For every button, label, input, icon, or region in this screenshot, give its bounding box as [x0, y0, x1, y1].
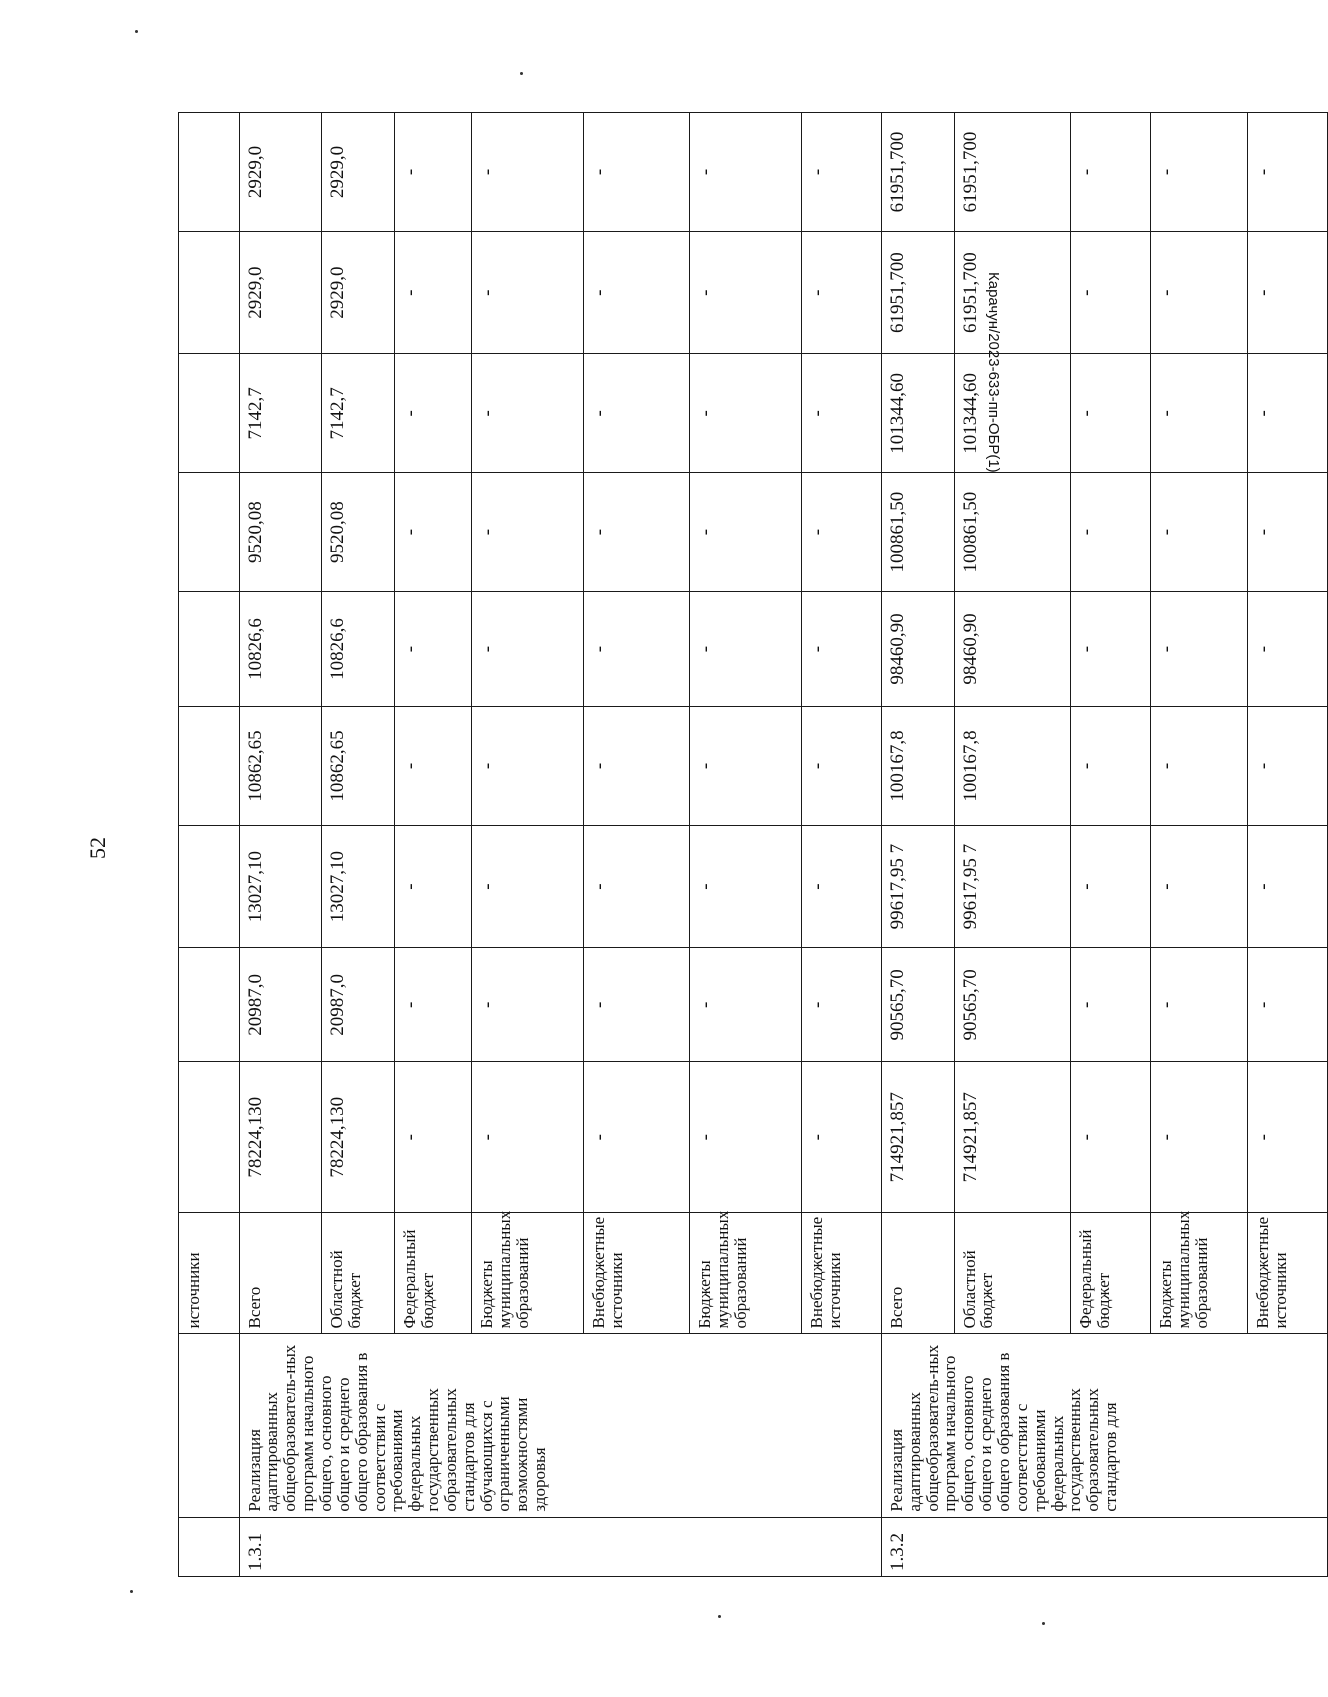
funding-value-cell: 20987,0 — [322, 948, 395, 1062]
header-empty-cell — [179, 825, 240, 948]
funding-value-cell: - — [801, 1062, 881, 1213]
funding-source-label: Областной бюджет — [322, 1213, 395, 1334]
funding-source-label: Всего — [881, 1213, 954, 1334]
funding-value-cell: 13027,10 — [239, 825, 321, 948]
funding-value-cell: - — [801, 231, 881, 354]
funding-value-cell: - — [1247, 825, 1327, 948]
funding-value-cell: - — [1150, 354, 1247, 473]
funding-source-label: Внебюджетные источники — [583, 1213, 690, 1334]
funding-value-cell: 99617,95 7 — [954, 825, 1070, 948]
funding-value-cell: - — [690, 1062, 802, 1213]
header-empty-cell — [179, 113, 240, 232]
funding-table — [178, 112, 1328, 1577]
funding-source-label: Бюджеты муниципальных образований — [472, 1213, 584, 1334]
header-empty-cell — [179, 707, 240, 826]
funding-value-cell: - — [583, 473, 690, 592]
row-index-cell: 1.3.1 — [239, 1517, 881, 1576]
funding-value-cell: - — [801, 113, 881, 232]
funding-value-cell: - — [472, 231, 584, 354]
funding-value-cell: - — [1070, 113, 1150, 232]
document-footer-id: Карачун/2023-633-пп-ОБР(1) — [985, 272, 1002, 473]
funding-value-cell: - — [801, 825, 881, 948]
header-empty-cell — [179, 354, 240, 473]
funding-source-label: Внебюджетные источники — [801, 1213, 881, 1334]
funding-value-cell: - — [1070, 354, 1150, 473]
funding-value-cell: - — [1150, 231, 1247, 354]
funding-table-wrapper — [178, 112, 1328, 1577]
funding-value-cell: - — [690, 707, 802, 826]
funding-value-cell: - — [1150, 113, 1247, 232]
funding-value-cell: - — [801, 707, 881, 826]
funding-value-cell: 98460,90 — [954, 592, 1070, 707]
funding-source-label: Внебюджетные источники — [1247, 1213, 1327, 1334]
row-index-cell: 1.3.2 — [881, 1517, 1327, 1576]
funding-value-cell: 90565,70 — [954, 948, 1070, 1062]
funding-value-cell: 61951,700 — [881, 231, 954, 354]
funding-value-cell: - — [1070, 707, 1150, 826]
funding-value-cell: - — [472, 707, 584, 826]
funding-value-cell: - — [1247, 948, 1327, 1062]
funding-value-cell: - — [690, 354, 802, 473]
funding-value-cell: 10862,65 — [322, 707, 395, 826]
funding-value-cell: 7142,7 — [322, 354, 395, 473]
funding-value-cell: - — [472, 113, 584, 232]
funding-value-cell: - — [472, 825, 584, 948]
funding-value-cell: - — [394, 113, 472, 232]
header-empty-cell — [179, 473, 240, 592]
funding-value-cell: 10862,65 — [239, 707, 321, 826]
funding-value-cell: - — [801, 948, 881, 1062]
funding-value-cell: - — [1070, 231, 1150, 354]
funding-value-cell: 61951,700 — [881, 113, 954, 232]
funding-value-cell: - — [583, 354, 690, 473]
funding-value-cell: 2929,0 — [322, 113, 395, 232]
funding-value-cell: - — [801, 592, 881, 707]
funding-value-cell: 20987,0 — [239, 948, 321, 1062]
funding-value-cell: - — [394, 231, 472, 354]
funding-value-cell: - — [1247, 592, 1327, 707]
table-row — [881, 113, 954, 1577]
funding-value-cell: 9520,08 — [322, 473, 395, 592]
funding-value-cell: - — [583, 707, 690, 826]
funding-value-cell: - — [690, 113, 802, 232]
funding-value-cell: - — [801, 354, 881, 473]
funding-value-cell: - — [394, 354, 472, 473]
funding-value-cell: - — [1150, 948, 1247, 1062]
funding-value-cell: 2929,0 — [239, 113, 321, 232]
activity-description-cell: Реализация адаптированных общеобразователь-ных программ начального общего, основного общего и среднего общего образования в соответствии с требованиями федеральных государственных образовательных стандартов для обучающихся с ограниченными возможностями здоровья — [239, 1334, 881, 1517]
funding-value-cell: - — [1150, 825, 1247, 948]
funding-value-cell: - — [472, 592, 584, 707]
funding-value-cell: 101344,60 — [881, 354, 954, 473]
funding-value-cell: - — [1247, 231, 1327, 354]
funding-value-cell: 2929,0 — [239, 231, 321, 354]
funding-value-cell: 100861,50 — [881, 473, 954, 592]
funding-value-cell: - — [472, 1062, 584, 1213]
funding-value-cell: 714921,857 — [881, 1062, 954, 1213]
funding-value-cell: - — [583, 825, 690, 948]
scan-speck — [135, 30, 138, 33]
funding-table-body — [179, 113, 1328, 1577]
funding-value-cell: - — [394, 1062, 472, 1213]
funding-value-cell: - — [583, 1062, 690, 1213]
funding-value-cell: - — [1247, 473, 1327, 592]
funding-value-cell: 98460,90 — [881, 592, 954, 707]
funding-source-label: Областной бюджет — [954, 1213, 1070, 1334]
funding-value-cell: - — [690, 948, 802, 1062]
funding-value-cell: - — [801, 473, 881, 592]
funding-value-cell: - — [690, 231, 802, 354]
funding-value-cell: - — [1070, 1062, 1150, 1213]
header-empty-cell — [179, 592, 240, 707]
funding-value-cell: - — [394, 825, 472, 948]
funding-value-cell: - — [1070, 825, 1150, 948]
funding-value-cell: - — [1150, 592, 1247, 707]
funding-value-cell: 13027,10 — [322, 825, 395, 948]
funding-value-cell: - — [1247, 354, 1327, 473]
header-empty-cell — [179, 1062, 240, 1213]
funding-value-cell: 61951,700 — [954, 113, 1070, 232]
funding-value-cell: - — [1150, 707, 1247, 826]
funding-value-cell: - — [1070, 592, 1150, 707]
funding-value-cell: 100167,8 — [954, 707, 1070, 826]
header-empty-cell — [179, 1334, 240, 1517]
funding-value-cell: - — [472, 354, 584, 473]
page-number: 52 — [85, 837, 110, 859]
funding-value-cell: 2929,0 — [322, 231, 395, 354]
funding-value-cell: - — [1070, 948, 1150, 1062]
funding-value-cell: - — [472, 473, 584, 592]
funding-value-cell: 99617,95 7 — [881, 825, 954, 948]
funding-value-cell: 10826,6 — [239, 592, 321, 707]
funding-value-cell: - — [1247, 113, 1327, 232]
activity-description-cell: Реализация адаптированных общеобразователь-ных программ начального общего, основного общего и среднего общего образования в соответствии с требованиями федеральных государственных образовательных стандартов для — [881, 1334, 1327, 1517]
funding-source-label: Всего — [239, 1213, 321, 1334]
funding-value-cell: - — [690, 825, 802, 948]
scan-speck — [520, 72, 523, 75]
funding-value-cell: - — [1070, 473, 1150, 592]
funding-value-cell: - — [394, 707, 472, 826]
funding-value-cell: 78224,130 — [322, 1062, 395, 1213]
funding-value-cell: 100167,8 — [881, 707, 954, 826]
funding-value-cell: - — [394, 473, 472, 592]
funding-value-cell: - — [583, 113, 690, 232]
funding-value-cell: - — [1150, 1062, 1247, 1213]
funding-value-cell: - — [1247, 1062, 1327, 1213]
funding-value-cell: - — [583, 231, 690, 354]
funding-value-cell: 7142,7 — [239, 354, 321, 473]
funding-value-cell: 78224,130 — [239, 1062, 321, 1213]
funding-source-label: Бюджеты муниципальных образований — [690, 1213, 802, 1334]
header-sources-cell: источники — [179, 1213, 240, 1334]
scan-speck — [718, 1615, 721, 1618]
scan-speck — [1042, 1622, 1045, 1625]
funding-value-cell: - — [690, 473, 802, 592]
funding-value-cell: 100861,50 — [954, 473, 1070, 592]
header-empty-cell — [179, 231, 240, 354]
funding-value-cell: - — [690, 592, 802, 707]
funding-value-cell: - — [583, 948, 690, 1062]
table-row — [239, 113, 321, 1577]
funding-source-label: Федеральный бюджет — [1070, 1213, 1150, 1334]
table-header-row — [179, 113, 240, 1577]
funding-value-cell: 9520,08 — [239, 473, 321, 592]
funding-value-cell: - — [472, 948, 584, 1062]
funding-source-label: Бюджеты муниципальных образований — [1150, 1213, 1247, 1334]
funding-value-cell: - — [583, 592, 690, 707]
header-empty-cell — [179, 1517, 240, 1576]
funding-value-cell: 61951,700 — [954, 231, 1070, 354]
funding-value-cell: 101344,60 — [954, 354, 1070, 473]
funding-value-cell: 714921,857 — [954, 1062, 1070, 1213]
funding-value-cell: 10826,6 — [322, 592, 395, 707]
scan-speck — [130, 1590, 133, 1593]
funding-value-cell: 90565,70 — [881, 948, 954, 1062]
funding-value-cell: - — [1247, 707, 1327, 826]
header-empty-cell — [179, 948, 240, 1062]
funding-value-cell: - — [394, 592, 472, 707]
funding-source-label: Федеральный бюджет — [394, 1213, 472, 1334]
funding-value-cell: - — [394, 948, 472, 1062]
funding-value-cell: - — [1150, 473, 1247, 592]
